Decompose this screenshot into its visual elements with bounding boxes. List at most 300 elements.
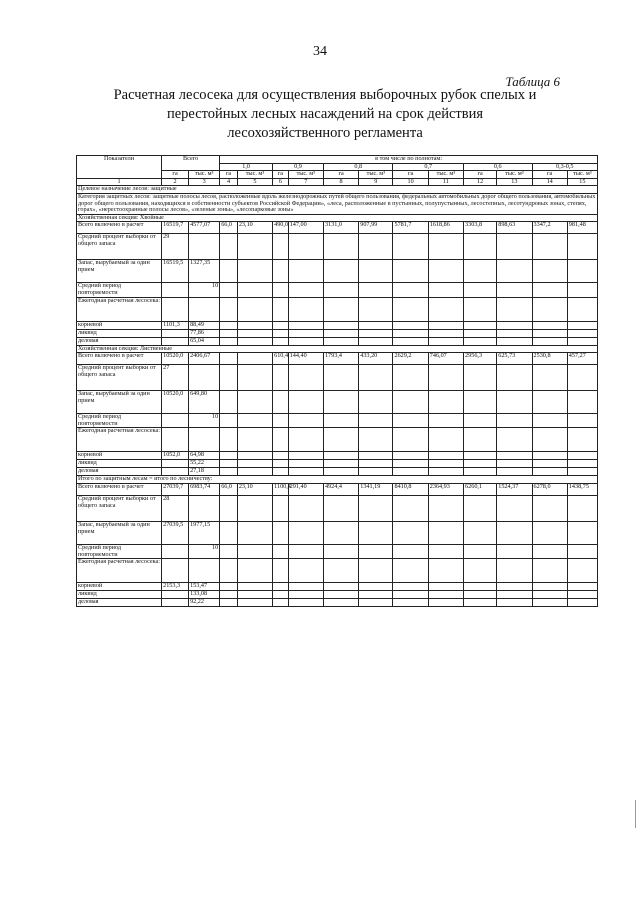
- unit-volume: тыс. м³: [567, 171, 597, 179]
- table-cell: 490,0: [273, 222, 289, 234]
- table-cell: [393, 365, 428, 391]
- header-indicators: Показатели: [77, 156, 162, 179]
- table-cell: [532, 337, 567, 345]
- table-cell: [532, 591, 567, 599]
- table-cell: [567, 460, 597, 468]
- table-cell: 4924,4: [323, 483, 358, 495]
- table-cell: [428, 428, 463, 452]
- table-cell: 133,08: [189, 591, 220, 599]
- table-row: [77, 365, 598, 391]
- table-cell: [162, 329, 189, 337]
- table-cell: [359, 365, 393, 391]
- table-cell: [273, 544, 289, 558]
- table-cell: 2364,93: [428, 483, 463, 495]
- table-cell: [273, 329, 289, 337]
- table-cell: [567, 428, 597, 452]
- table-cell: [237, 297, 272, 321]
- table-cell: [237, 468, 272, 476]
- table-cell: [189, 297, 220, 321]
- table-cell: [359, 428, 393, 452]
- table-cell: [162, 591, 189, 599]
- table-cell: [323, 591, 358, 599]
- header-by-density: в том числе по полнотам:: [220, 156, 598, 164]
- title-line: Расчетная лесосека для осуществления выборочных рубок спелых и: [113, 87, 537, 103]
- table-cell: [428, 414, 463, 428]
- table-row: [77, 591, 598, 599]
- unit-volume: тыс. м³: [359, 171, 393, 179]
- table-cell: [532, 452, 567, 460]
- unit-ha: га: [393, 171, 428, 179]
- table-cell: 610,4: [273, 353, 289, 365]
- table-cell: [464, 468, 497, 476]
- table-cell: [567, 521, 597, 544]
- table-cell: 29: [162, 234, 189, 260]
- table-cell: [567, 365, 597, 391]
- table-cell: [220, 297, 238, 321]
- table-cell: 27: [162, 365, 189, 391]
- table-cell: 10: [189, 414, 220, 428]
- table-cell: 1327,35: [189, 260, 220, 283]
- table-cell: [220, 495, 238, 521]
- table-cell: [323, 414, 358, 428]
- table-cell: [428, 460, 463, 468]
- table-cell: 27,18: [189, 468, 220, 476]
- cutting-area-table: [76, 155, 598, 607]
- table-cell: [464, 495, 497, 521]
- title-line: перестойных лесных насаждений на срок действия: [166, 106, 484, 122]
- table-cell: 4577,07: [189, 222, 220, 234]
- table-cell: [220, 391, 238, 414]
- table-cell: [359, 583, 393, 591]
- unit-volume: тыс. м³: [189, 171, 220, 179]
- table-cell: [567, 591, 597, 599]
- table-cell: [273, 321, 289, 329]
- table-cell: [464, 260, 497, 283]
- table-cell: [567, 544, 597, 558]
- table-cell: [220, 260, 238, 283]
- table-cell: [532, 559, 567, 583]
- page-number: 34: [313, 44, 327, 59]
- table-cell: [497, 495, 532, 521]
- row-label: ликвид: [77, 591, 162, 599]
- table-cell: [464, 321, 497, 329]
- table-cell: 433,20: [359, 353, 393, 365]
- table-cell: [393, 544, 428, 558]
- table-cell: [323, 234, 358, 260]
- table-cell: 746,07: [428, 353, 463, 365]
- table-cell: [220, 234, 238, 260]
- column-number: 3: [189, 178, 220, 186]
- table-cell: [393, 297, 428, 321]
- table-cell: 92,22: [189, 599, 220, 607]
- table-cell: [288, 583, 323, 591]
- table-cell: [273, 234, 289, 260]
- table-cell: 10: [189, 544, 220, 558]
- column-number: 9: [359, 178, 393, 186]
- header-total: Всего: [162, 156, 220, 171]
- table-cell: 5781,7: [393, 222, 428, 234]
- table-cell: [237, 414, 272, 428]
- table-cell: [189, 428, 220, 452]
- row-label: ликвид: [77, 329, 162, 337]
- table-cell: [359, 414, 393, 428]
- table-cell: [497, 559, 532, 583]
- table-cell: [220, 468, 238, 476]
- table-cell: [428, 329, 463, 337]
- table-cell: [532, 321, 567, 329]
- table-row: [77, 329, 598, 337]
- table-cell: [273, 428, 289, 452]
- table-cell: [323, 329, 358, 337]
- table-cell: 28: [162, 495, 189, 521]
- table-cell: [464, 599, 497, 607]
- table-cell: [393, 495, 428, 521]
- table-cell: [532, 391, 567, 414]
- table-cell: 1524,37: [497, 483, 532, 495]
- table-cell: [497, 297, 532, 321]
- table-cell: [220, 329, 238, 337]
- unit-ha: га: [464, 171, 497, 179]
- table-cell: [323, 583, 358, 591]
- table-cell: [464, 329, 497, 337]
- table-row: [77, 414, 598, 428]
- column-number: 12: [464, 178, 497, 186]
- table-cell: [323, 495, 358, 521]
- table-cell: [464, 428, 497, 452]
- table-cell: [288, 428, 323, 452]
- density-label: 0,8: [323, 163, 393, 171]
- row-label: деловая: [77, 337, 162, 345]
- table-cell: [393, 460, 428, 468]
- row-label: Средний процент выборки от общего запаса: [77, 234, 162, 260]
- table-cell: 66,0: [220, 483, 238, 495]
- table-cell: 1438,75: [567, 483, 597, 495]
- table-cell: [428, 583, 463, 591]
- forest-category: Категория защитных лесов: защитные полосы лесов, расположенные вдоль железнодорожных путей общего пользования, федеральных автомобильных дорог общего пользования, автомобильных дорог общего пользования, находящихся в собственности субъектов Российской Федерации», «леса, расположенные в пустынных, полупустынных, лесостепных, лесотундровых зонах, степях, горах», «нерестоохранные полосы лесов», «зеленые зоны», «лесопарковые зоны»: [77, 193, 598, 214]
- table-cell: [567, 321, 597, 329]
- table-row: [77, 452, 598, 460]
- section-name: Итого по защитным лесам = итого по лесничеству:: [77, 476, 598, 484]
- table-cell: [323, 321, 358, 329]
- table-cell: [273, 559, 289, 583]
- table-cell: [359, 544, 393, 558]
- table-cell: [220, 283, 238, 297]
- category-row: [77, 193, 598, 214]
- table-row: [77, 521, 598, 544]
- table-cell: [393, 391, 428, 414]
- table-row: [77, 391, 598, 414]
- table-cell: [273, 591, 289, 599]
- table-cell: [288, 521, 323, 544]
- table-cell: [428, 297, 463, 321]
- table-cell: [288, 337, 323, 345]
- table-cell: [237, 365, 272, 391]
- table-cell: 1101,3: [162, 321, 189, 329]
- table-cell: [323, 283, 358, 297]
- table-cell: 55,22: [189, 460, 220, 468]
- table-label: Таблица 6: [505, 74, 560, 89]
- table-cell: [497, 391, 532, 414]
- row-label: Ежегодная расчетная лесосека:: [77, 559, 162, 583]
- table-cell: [162, 414, 189, 428]
- table-cell: [532, 428, 567, 452]
- unit-volume: тыс. м³: [497, 171, 532, 179]
- header-row: [77, 156, 598, 164]
- table-cell: [237, 391, 272, 414]
- table-cell: [323, 452, 358, 460]
- table-row: [77, 283, 598, 297]
- table-cell: [359, 468, 393, 476]
- density-label: 0,9: [273, 163, 324, 171]
- table-cell: 16519,7: [162, 222, 189, 234]
- table-cell: [220, 365, 238, 391]
- table-cell: [567, 414, 597, 428]
- table-cell: [393, 591, 428, 599]
- table-cell: [189, 365, 220, 391]
- table-cell: [220, 583, 238, 591]
- table-cell: [359, 591, 393, 599]
- table-cell: [273, 468, 289, 476]
- column-number: 2: [162, 178, 189, 186]
- table-cell: [220, 559, 238, 583]
- table-row: [77, 544, 598, 558]
- table-cell: [497, 234, 532, 260]
- table-cell: [237, 353, 272, 365]
- table-cell: [273, 495, 289, 521]
- table-cell: 1977,15: [189, 521, 220, 544]
- table-cell: [189, 559, 220, 583]
- table-cell: [220, 521, 238, 544]
- table-cell: 66,0: [220, 222, 238, 234]
- table-cell: [393, 521, 428, 544]
- table-cell: 2956,3: [464, 353, 497, 365]
- table-cell: [220, 337, 238, 345]
- table-cell: [323, 297, 358, 321]
- table-cell: [428, 468, 463, 476]
- table-cell: [567, 283, 597, 297]
- table-cell: [273, 521, 289, 544]
- table-cell: [273, 337, 289, 345]
- table-cell: [162, 599, 189, 607]
- table-cell: [237, 428, 272, 452]
- table-cell: 23,10: [237, 222, 272, 234]
- table-cell: [237, 260, 272, 283]
- row-label: Средний период повторяемости: [77, 544, 162, 558]
- table-cell: [288, 452, 323, 460]
- column-number: 14: [532, 178, 567, 186]
- table-cell: [497, 452, 532, 460]
- table-cell: [464, 559, 497, 583]
- table-cell: [532, 283, 567, 297]
- row-label: Средний процент выборки от общего запаса: [77, 495, 162, 521]
- table-cell: [359, 329, 393, 337]
- table-cell: [567, 452, 597, 460]
- table-cell: [162, 297, 189, 321]
- table-cell: 10520,0: [162, 353, 189, 365]
- table-cell: [220, 599, 238, 607]
- density-label: 0,3-0,5: [532, 163, 597, 171]
- table-cell: [323, 365, 358, 391]
- table-row: [77, 353, 598, 365]
- table-cell: [567, 234, 597, 260]
- table-cell: [393, 559, 428, 583]
- table-cell: [220, 591, 238, 599]
- table-cell: [532, 583, 567, 591]
- table-cell: 27039,7: [162, 483, 189, 495]
- table-cell: [497, 283, 532, 297]
- table-cell: [393, 428, 428, 452]
- table-cell: [532, 599, 567, 607]
- table-cell: 10: [189, 283, 220, 297]
- table-cell: [162, 544, 189, 558]
- table-cell: [288, 234, 323, 260]
- table-cell: 907,99: [359, 222, 393, 234]
- table-cell: 144,40: [288, 353, 323, 365]
- table-cell: [464, 521, 497, 544]
- table-cell: [567, 297, 597, 321]
- density-label: 0,7: [393, 163, 464, 171]
- table-cell: [393, 468, 428, 476]
- row-label: корневой: [77, 321, 162, 329]
- table-cell: [567, 468, 597, 476]
- table-cell: 1618,86: [428, 222, 463, 234]
- row-label: Ежегодная расчетная лесосека:: [77, 297, 162, 321]
- table-cell: [532, 260, 567, 283]
- table-cell: [162, 428, 189, 452]
- table-cell: [497, 468, 532, 476]
- table-row: [77, 337, 598, 345]
- table-cell: [237, 337, 272, 345]
- table-cell: [464, 297, 497, 321]
- table-cell: [393, 283, 428, 297]
- table-cell: 898,63: [497, 222, 532, 234]
- table-cell: 153,47: [189, 583, 220, 591]
- table-cell: [237, 495, 272, 521]
- column-number: 13: [497, 178, 532, 186]
- table-cell: [220, 321, 238, 329]
- table-cell: [532, 297, 567, 321]
- column-number: 15: [567, 178, 597, 186]
- table-cell: [237, 321, 272, 329]
- table-cell: [428, 591, 463, 599]
- column-number: 4: [220, 178, 238, 186]
- table-cell: [464, 365, 497, 391]
- table-cell: 65,04: [189, 337, 220, 345]
- table-cell: [497, 414, 532, 428]
- table-cell: [464, 337, 497, 345]
- table-row: [77, 495, 598, 521]
- table-cell: [220, 544, 238, 558]
- table-cell: [393, 329, 428, 337]
- table-cell: [567, 391, 597, 414]
- table-cell: [323, 428, 358, 452]
- table-cell: [428, 260, 463, 283]
- table-cell: [323, 544, 358, 558]
- table-cell: [428, 495, 463, 521]
- table-row: [77, 583, 598, 591]
- table-cell: [273, 365, 289, 391]
- table-cell: 3131,0: [323, 222, 358, 234]
- table-cell: [567, 260, 597, 283]
- table-cell: [497, 521, 532, 544]
- table-cell: [273, 283, 289, 297]
- table-row: [77, 321, 598, 329]
- table-row: [77, 234, 598, 260]
- table-cell: [189, 495, 220, 521]
- table-cell: [393, 583, 428, 591]
- table-row: [77, 559, 598, 583]
- table-cell: 64,98: [189, 452, 220, 460]
- table-cell: 291,40: [288, 483, 323, 495]
- table-cell: 8410,8: [393, 483, 428, 495]
- row-label: деловая: [77, 599, 162, 607]
- table-cell: [532, 544, 567, 558]
- table-cell: 147,00: [288, 222, 323, 234]
- table-cell: 3303,8: [464, 222, 497, 234]
- table-cell: [288, 283, 323, 297]
- row-label: Всего включено в расчет: [77, 222, 162, 234]
- table-cell: [359, 521, 393, 544]
- table-cell: [323, 521, 358, 544]
- table-cell: [220, 353, 238, 365]
- table-cell: [288, 321, 323, 329]
- unit-volume: тыс. м³: [428, 171, 463, 179]
- table-cell: [288, 599, 323, 607]
- table-cell: [220, 414, 238, 428]
- unit-ha: га: [273, 171, 289, 179]
- table-cell: 981,48: [567, 222, 597, 234]
- table-cell: 6983,74: [189, 483, 220, 495]
- table-cell: [428, 321, 463, 329]
- table-cell: [220, 460, 238, 468]
- table-cell: 2629,2: [393, 353, 428, 365]
- table-cell: 10520,0: [162, 391, 189, 414]
- table-cell: [532, 329, 567, 337]
- table-cell: [567, 329, 597, 337]
- row-label: ликвид: [77, 460, 162, 468]
- table-cell: [288, 559, 323, 583]
- table-row: [77, 599, 598, 607]
- table-cell: [288, 460, 323, 468]
- row-label: Всего включено в расчет: [77, 353, 162, 365]
- table-cell: [359, 337, 393, 345]
- density-label: 0,6: [464, 163, 532, 171]
- table-cell: 23,10: [237, 483, 272, 495]
- table-cell: [532, 495, 567, 521]
- table-cell: 77,86: [189, 329, 220, 337]
- table-cell: 1100,4: [273, 483, 289, 495]
- table-row: [77, 428, 598, 452]
- table-cell: [393, 599, 428, 607]
- table-cell: [237, 591, 272, 599]
- table-cell: [288, 329, 323, 337]
- table-cell: [567, 559, 597, 583]
- table-cell: [288, 260, 323, 283]
- table-cell: [323, 468, 358, 476]
- column-number: 1: [77, 178, 162, 186]
- row-label: Запас, вырубаемый за один прием: [77, 521, 162, 544]
- table-cell: [288, 495, 323, 521]
- table-cell: [288, 414, 323, 428]
- table-cell: [532, 234, 567, 260]
- table-cell: [359, 495, 393, 521]
- table-cell: [567, 599, 597, 607]
- table-cell: [273, 599, 289, 607]
- column-number: 6: [273, 178, 289, 186]
- table-cell: [237, 559, 272, 583]
- table-row: [77, 483, 598, 495]
- table-cell: [162, 337, 189, 345]
